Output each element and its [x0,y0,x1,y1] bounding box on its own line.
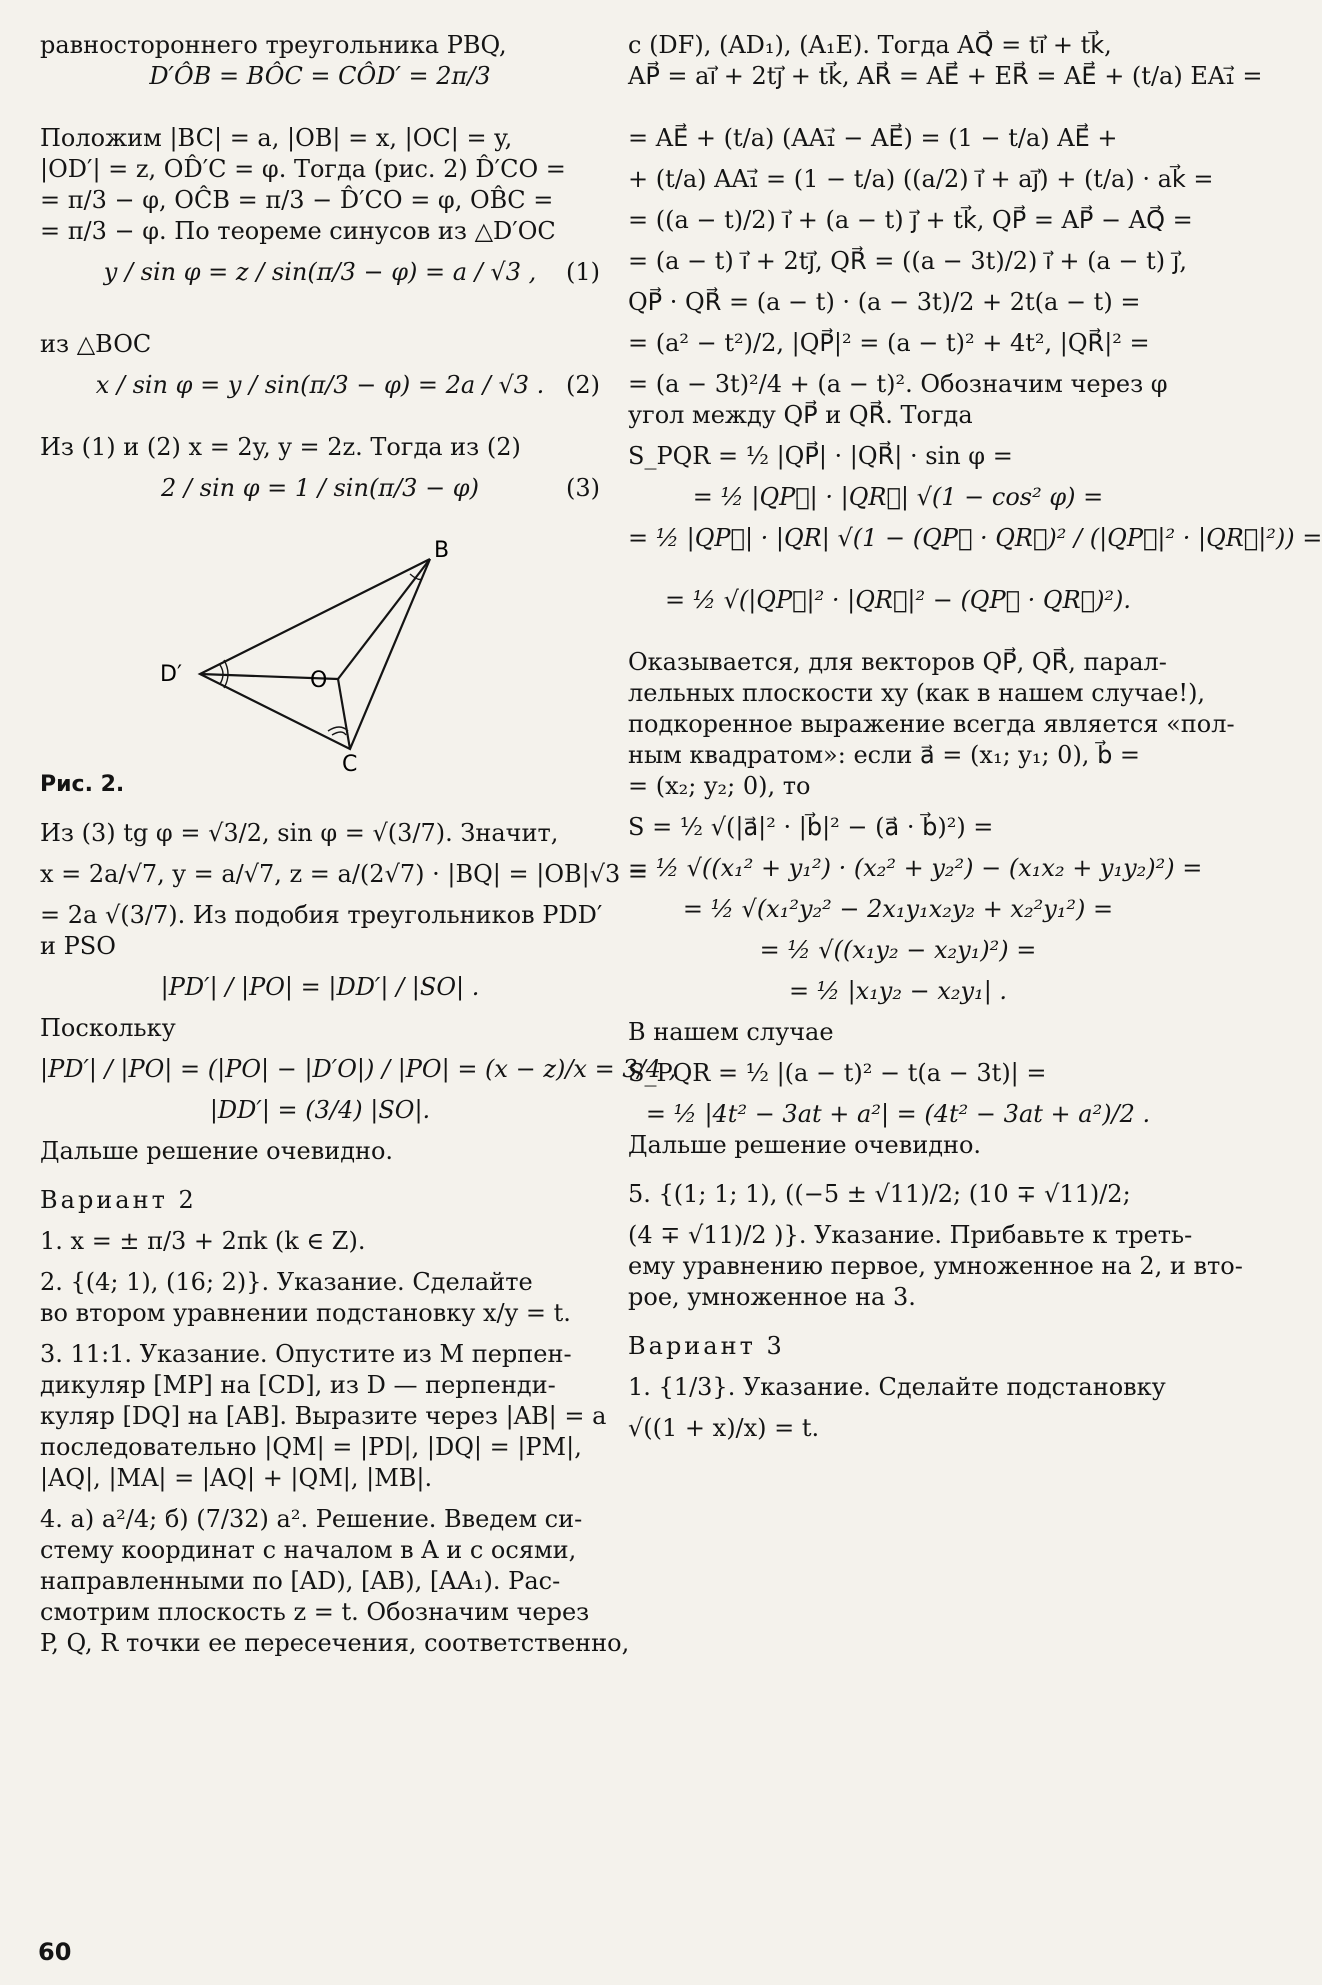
label-b: B [434,538,450,563]
equation-2-body: x / sin φ = y / sin(π/3 − φ) = 2a / √3 . [95,371,545,399]
answer-line: 4. а) a²/4; б) (7/32) a². Решение. Введем си- [40,1505,583,1533]
answer-line: 1. {1/3}. Указание. Сделайте подстановку [628,1373,1166,1401]
formula-area: S = ½ √(|a⃗|² · |b⃗|² − (a⃗ · b⃗)²) = [628,813,994,841]
text-line: = ((a − t)/2) i⃗ + (a − t) j⃗ + tk⃗, QP⃗ = AP⃗ − AQ⃗ = [628,206,1193,234]
blank-line [40,288,600,319]
text-line: угол между QP⃗ и QR⃗. Тогда [628,401,973,429]
equation-2 [40,370,600,401]
variant-heading: Вариант 3 [628,1332,785,1360]
text-line: из △BOC [40,330,152,358]
blank-line [40,504,600,535]
angle-mark [328,727,348,731]
text-line: = π/3 − φ. По теореме синусов из △D′OC [40,217,556,245]
answer-line: смотрим плоскость z = t. Обозначим через [40,1598,590,1626]
formula-area: = ½ √(|QP⃗|² · |QR⃗|² − (QP⃗ · QR⃗)²). [664,586,1132,614]
text-line: = π/3 − φ, OĈB = π/3 − D̂′CO = φ, OB̂C = [40,186,554,214]
formula-area: = ½ √(x₁²y₂² − 2x₁y₁x₂y₂ + x₂²y₁²) = [682,895,1114,923]
text-line: Дальше решение очевидно. [628,1131,982,1159]
equation-number: (2) [566,371,600,399]
answer-line: куляр [DQ] на [AB]. Выразите через |AB| = a [40,1402,607,1430]
answer-line: направленными по [AD), [AB), [AA₁). Рас- [40,1567,561,1595]
text-line: = AE⃗ + (t/a) (AA₁⃗ − AE⃗) = (1 − t/a) AE⃗ + [628,124,1118,152]
text-line: Из (3) tg φ = √3/2, sin φ = √(3/7). Значит, [40,819,559,847]
equation-3-body: 2 / sin φ = 1 / sin(π/3 − φ) [161,474,479,502]
answer-line: (4 ∓ √11)/2 )}. Указание. Прибавьте к треть- [628,1221,1193,1249]
formula-area: = ½ |QP⃗| · |QR| √(1 − (QP⃗ · QR⃗)² / (|QP⃗|² · |QR⃗|²)) = [628,524,1322,552]
answer-line: дикуляр [MP] на [CD], из D — перпенди- [40,1371,556,1399]
answer-line: стему координат с началом в A и с осями, [40,1536,577,1564]
formula-area: = ½ √((x₁² + y₁²) · (x₂² + y₂²) − (x₁x₂ + y₁y₂)²) = [628,854,1203,882]
formula-angles: D′ÔB = BÔC = CÔD′ = 2π/3 [149,62,491,90]
right-column [628,30,1322,1444]
text-line: |OD′| = z, OD̂′C = φ. Тогда (рис. 2) D̂′CO = [40,155,566,183]
formula-ratio: |PD′| / |PO| = (|PO| − |D′O|) / |PO| = (x − z)/x = 3/4 , [40,1055,677,1083]
blank-line [40,92,600,123]
formula-area: = ½ |4t² − 3at + a²| = (4t² − 3at + a²)/2 . [645,1100,1151,1128]
formula-area: = ½ |QP⃗| · |QR⃗| √(1 − cos² φ) = [692,483,1104,511]
text-line: Поскольку [40,1014,176,1042]
blank-line [628,616,1168,647]
left-column [40,30,677,1659]
answer-line: рое, умноженное на 3. [628,1283,916,1311]
text-line: с (DF), (AD₁), (A₁E). Тогда AQ⃗ = ti⃗ + tk⃗, [628,31,1112,59]
blank-line [628,92,1168,123]
label-d-prime: D′ [160,662,182,687]
text-line: ным квадратом»: если a⃗ = (x₁; y₁; 0), b⃗ = [628,741,1141,769]
equation-1 [40,257,600,288]
answer-line: ему уравнению первое, умноженное на 2, и вто- [628,1252,1243,1280]
figure-caption: Рис. 2. [40,772,125,797]
text-line: Из (1) и (2) x = 2y, y = 2z. Тогда из (2) [40,433,521,461]
text-line: = 2a √(3/7). Из подобия треугольников PDD′ [40,901,603,929]
text-line: Положим |BC| = a, |OB| = x, |OC| = y, [40,124,513,152]
text-line: = (a − t) i⃗ + 2tj⃗, QR⃗ = ((a − 3t)/2) i⃗ + (a − t) j⃗, [628,247,1188,275]
text-line: = (a² − t²)/2, |QP⃗|² = (a − t)² + 4t², |QR⃗|² = [628,329,1150,357]
blank-line [628,554,1168,585]
answer-line: |AQ|, |MA| = |AQ| + |QM|, |MB|. [40,1464,433,1492]
formula-area: S_PQR = ½ |QP⃗| · |QR⃗| · sin φ = [628,442,1013,470]
text-line: Оказывается, для векторов QP⃗, QR⃗, парал- [628,648,1167,676]
answer-line: 1. x = ± π/3 + 2πk (k ∈ Z). [40,1227,366,1255]
text-line: AP⃗ = ai⃗ + 2tj⃗ + tk⃗, AR⃗ = AE⃗ + ER⃗ = AE⃗ + (t/a) EA₁⃗ = [628,62,1263,90]
label-c: C [342,752,358,777]
variant-heading: Вариант 2 [40,1186,197,1214]
text-line: QP⃗ · QR⃗ = (a − t) · (a − 3t)/2 + 2t(a − t) = [628,288,1141,316]
text-line: В нашем случае [628,1018,834,1046]
formula-area: S_PQR = ½ |(a − t)² − t(a − 3t)| = [628,1059,1047,1087]
blank-line [40,401,600,432]
equation-number: (1) [566,258,600,286]
segment-oc [338,679,350,749]
triangle-figure [160,538,460,777]
page-number: 60 [38,1938,72,1966]
equation-number: (3) [566,474,600,502]
formula-similarity: |PD′| / |PO| = |DD′| / |SO| . [160,973,480,1001]
label-o: O [310,668,328,693]
equation-1-body: y / sin φ = z / sin(π/3 − φ) = a / √3 , [103,258,537,286]
answer-line: P, Q, R точки ее пересечения, соответственно, [40,1629,630,1657]
text-line: x = 2a/√7, y = a/√7, z = a/(2√7) · |BQ| = |OB|√3 = [40,860,649,888]
text-line: подкоренное выражение всегда является «пол- [628,710,1235,738]
equation-3 [40,473,600,504]
answer-line: 2. {(4; 1), (16; 2)}. Указание. Сделайте [40,1268,533,1296]
text-line: равностороннего треугольника PBQ, [40,31,507,59]
answer-line: последовательно |QM| = |PD|, |DQ| = |PM|, [40,1433,582,1461]
triangle-outline [200,559,430,749]
formula-area: = ½ √((x₁y₂ − x₂y₁)²) = [759,936,1037,964]
formula-dd: |DD′| = (3/4) |SO|. [209,1096,431,1124]
formula-area: = ½ |x₁y₂ − x₂y₁| . [788,977,1008,1005]
angle-mark [332,732,346,735]
text-line: Дальше решение очевидно. [40,1137,394,1165]
answer-line: √((1 + x)/x) = t. [628,1414,820,1442]
text-line: и PSO [40,932,116,960]
text-line: = (x₂; y₂; 0), то [628,772,811,800]
answer-line: во втором уравнении подстановку x/y = t. [40,1299,571,1327]
text-line: = (a − 3t)²/4 + (a − t)². Обозначим через φ [628,370,1168,398]
answer-line: 5. {(1; 1; 1), ((−5 ± √11)/2; (10 ∓ √11)/2; [628,1180,1131,1208]
text-line: лельных плоскости xy (как в нашем случае!), [628,679,1206,707]
answer-line: 3. 11:1. Указание. Опустите из M перпен- [40,1340,572,1368]
text-line: + (t/a) AA₁⃗ = (1 − t/a) ((a/2) i⃗ + aj⃗) + (t/a) · ak⃗ = [628,165,1214,193]
segment-ob [338,559,430,679]
